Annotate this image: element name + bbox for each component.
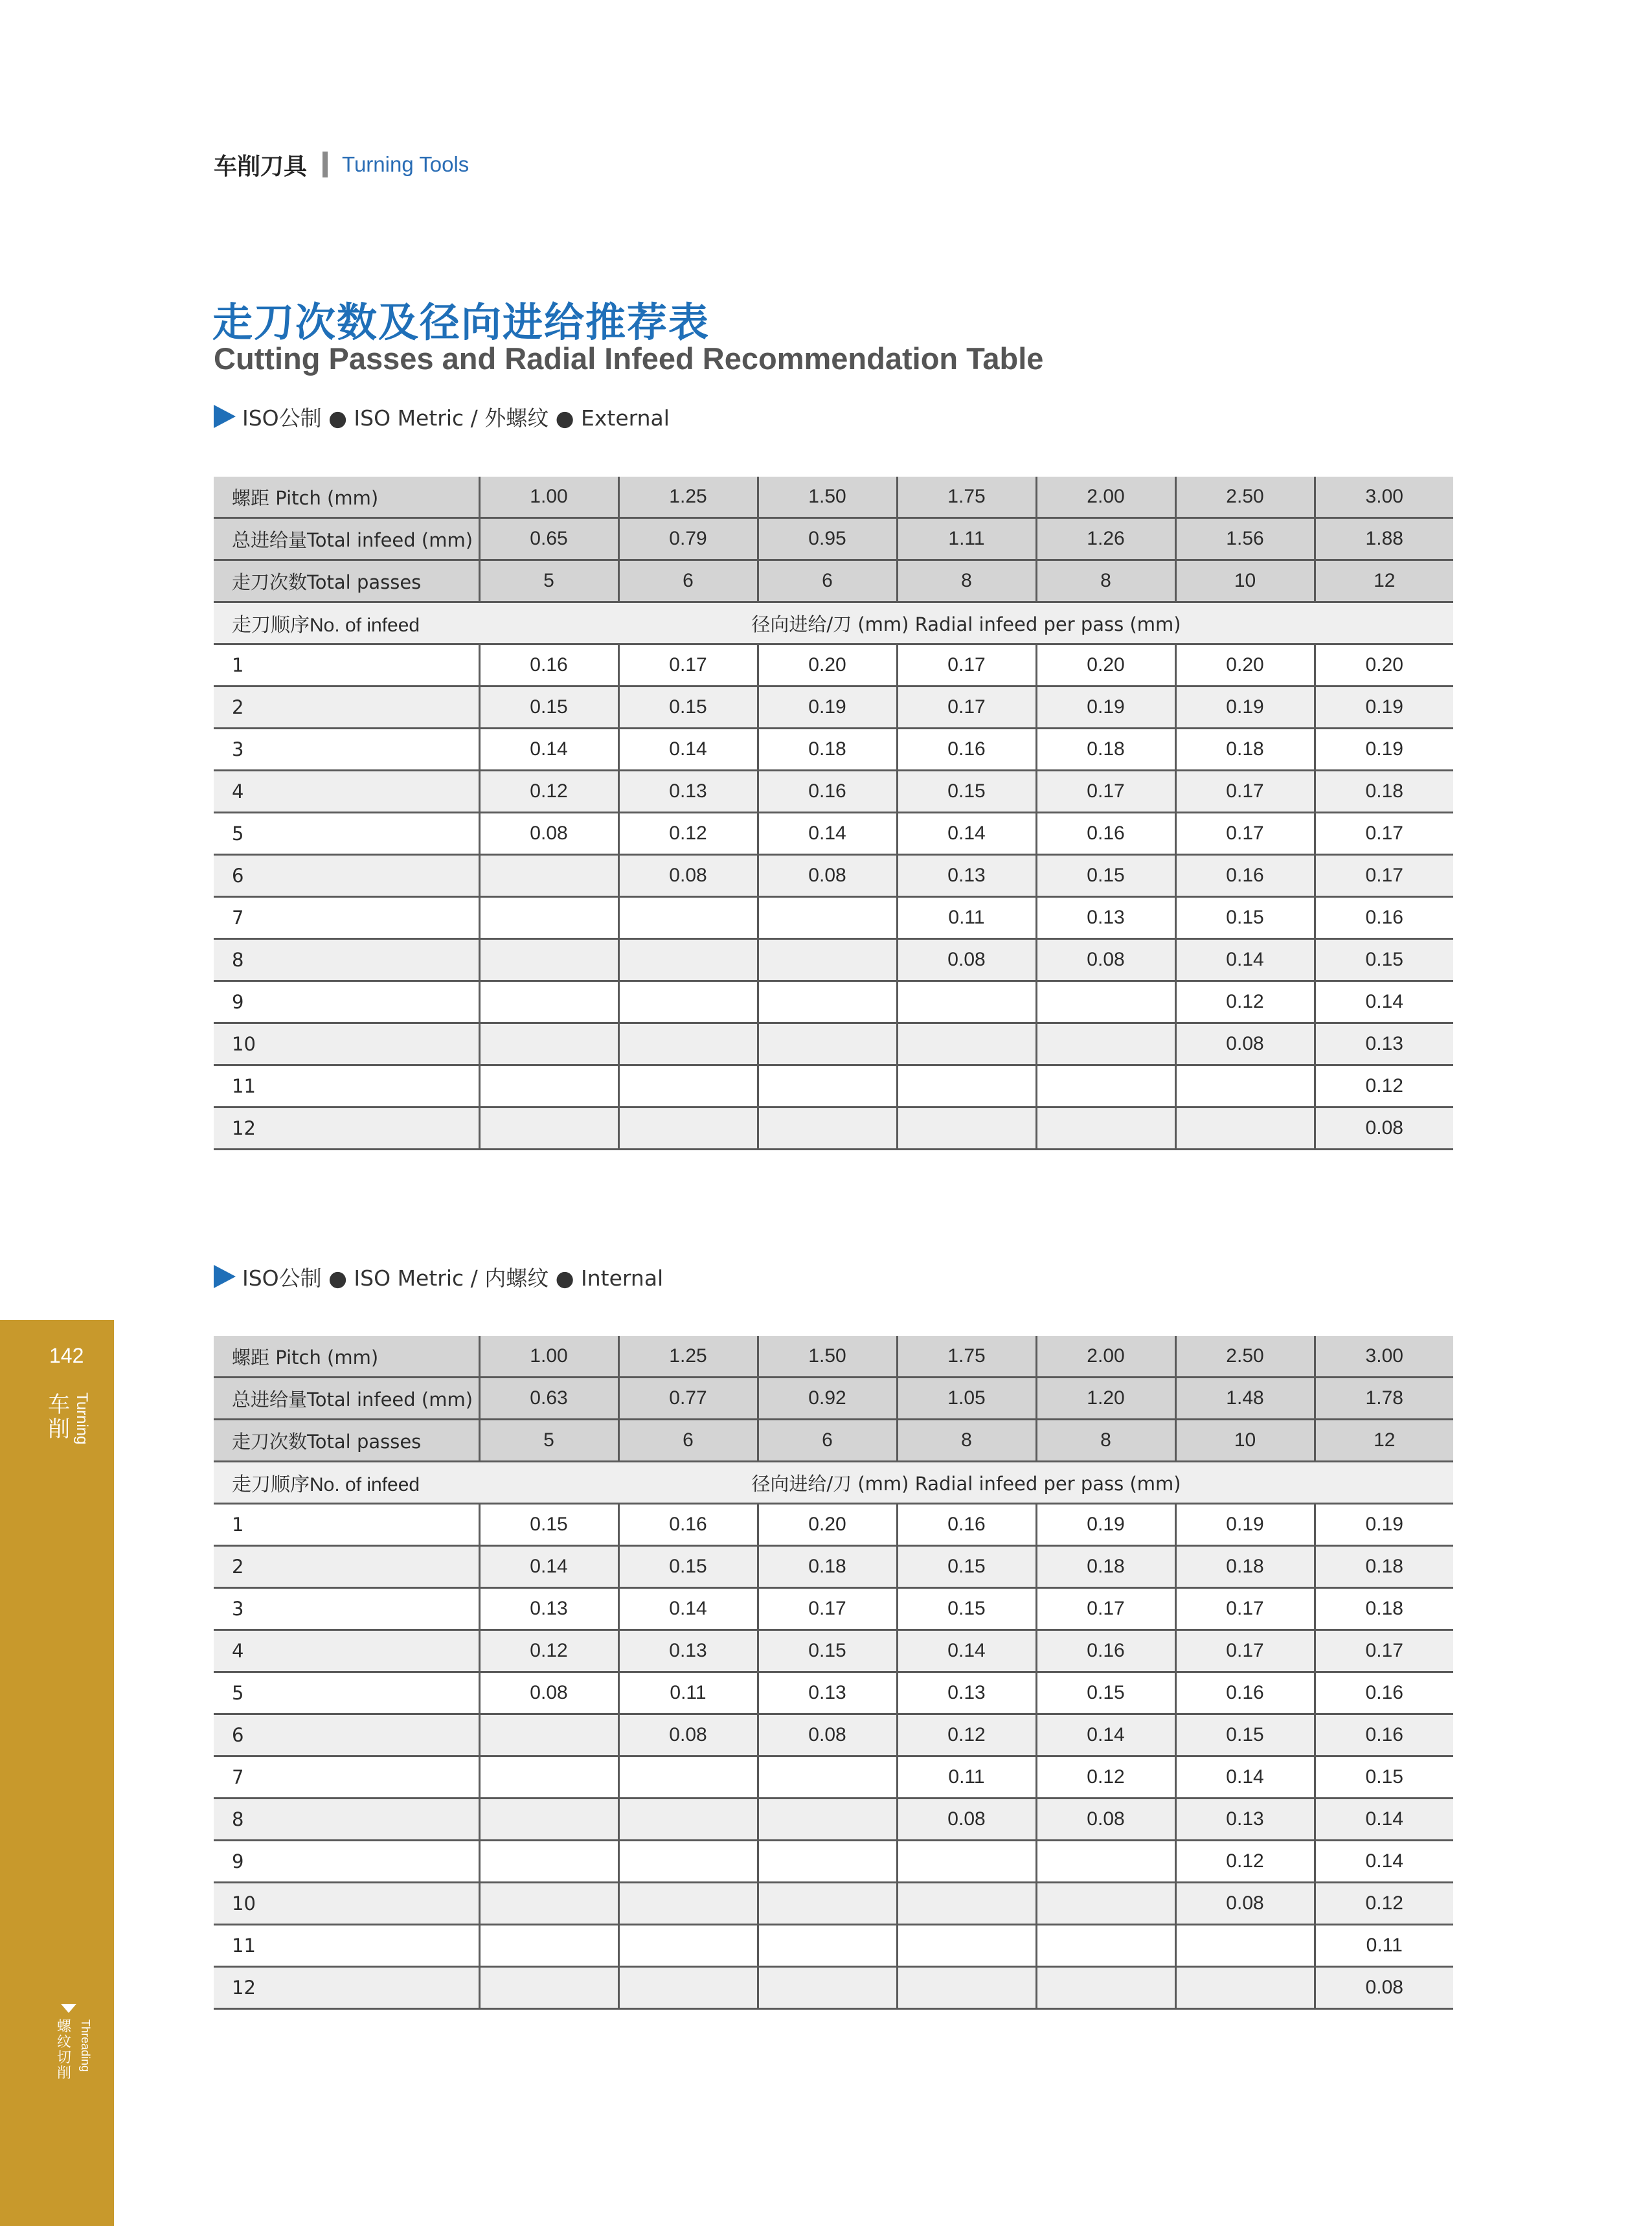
infeed-number: 11 bbox=[214, 1925, 479, 1967]
internal-infeed-table bbox=[214, 1336, 1453, 2010]
infeed-number: 3 bbox=[214, 729, 479, 771]
infeed-cell: 0.15 bbox=[618, 1546, 758, 1588]
infeed-cell: 0.13 bbox=[897, 855, 1036, 897]
infeed-cell: 0.14 bbox=[897, 1630, 1036, 1672]
infeed-cell: 0.16 bbox=[1036, 813, 1175, 855]
infeed-cell: 0.08 bbox=[758, 1714, 897, 1756]
infeed-cell: 0.15 bbox=[1175, 897, 1315, 939]
infeed-cell bbox=[758, 1023, 897, 1065]
infeed-cell: 0.17 bbox=[1175, 813, 1315, 855]
sidebar-en-label: Turning bbox=[73, 1392, 91, 1445]
total-infeed-cell: 0.63 bbox=[479, 1378, 618, 1420]
table-row bbox=[214, 1756, 1453, 1799]
infeed-cell: 0.16 bbox=[758, 771, 897, 813]
infeed-cell: 0.16 bbox=[1175, 855, 1315, 897]
infeed-cell bbox=[479, 897, 618, 939]
infeed-cell: 0.12 bbox=[897, 1714, 1036, 1756]
pitch-cell: 3.00 bbox=[1315, 477, 1453, 518]
infeed-cell: 0.20 bbox=[758, 1504, 897, 1546]
infeed-cell: 0.08 bbox=[618, 1714, 758, 1756]
table-row bbox=[214, 771, 1453, 813]
table-row bbox=[214, 939, 1453, 981]
infeed-cell bbox=[479, 1714, 618, 1756]
infeed-cell bbox=[479, 1925, 618, 1967]
infeed-cell bbox=[1036, 1023, 1175, 1065]
infeed-cell: 0.14 bbox=[618, 1588, 758, 1630]
infeed-cell bbox=[897, 1883, 1036, 1925]
infeed-cell: 0.18 bbox=[1315, 1546, 1453, 1588]
header-en: Turning Tools bbox=[342, 152, 470, 176]
infeed-cell: 0.12 bbox=[479, 771, 618, 813]
infeed-cell: 0.15 bbox=[758, 1630, 897, 1672]
infeed-cell bbox=[897, 1107, 1036, 1150]
infeed-cell: 0.14 bbox=[479, 1546, 618, 1588]
infeed-cell bbox=[758, 1925, 897, 1967]
infeed-cell bbox=[897, 981, 1036, 1023]
infeed-cell: 0.19 bbox=[1315, 1504, 1453, 1546]
infeed-cell: 0.18 bbox=[1315, 771, 1453, 813]
infeed-number: 12 bbox=[214, 1967, 479, 2009]
infeed-cell: 0.16 bbox=[479, 644, 618, 687]
pitch-cell: 2.50 bbox=[1175, 1336, 1315, 1378]
infeed-cell bbox=[758, 1967, 897, 2009]
infeed-cell: 0.11 bbox=[897, 1756, 1036, 1799]
infeed-number: 1 bbox=[214, 1504, 479, 1546]
page-title-cn: 走刀次数及径向进给推荐表 bbox=[212, 299, 710, 346]
infeed-cell bbox=[1036, 1883, 1175, 1925]
section-external bbox=[214, 400, 670, 433]
infeed-cell bbox=[758, 1065, 897, 1107]
infeed-number: 6 bbox=[214, 1714, 479, 1756]
infeed-cell: 0.11 bbox=[618, 1672, 758, 1714]
infeed-cell: 0.20 bbox=[758, 644, 897, 687]
total-infeed-cell: 1.20 bbox=[1036, 1378, 1175, 1420]
total-passes-cell: 12 bbox=[1315, 1420, 1453, 1462]
infeed-cell: 0.12 bbox=[1175, 981, 1315, 1023]
infeed-cell bbox=[758, 939, 897, 981]
infeed-cell: 0.17 bbox=[897, 687, 1036, 729]
infeed-number: 8 bbox=[214, 939, 479, 981]
pitch-cell: 1.25 bbox=[618, 1336, 758, 1378]
infeed-cell: 0.08 bbox=[1315, 1107, 1453, 1150]
infeed-cell: 0.14 bbox=[897, 813, 1036, 855]
infeed-cell: 0.08 bbox=[1315, 1967, 1453, 2009]
infeed-cell: 0.17 bbox=[1175, 771, 1315, 813]
infeed-cell: 0.16 bbox=[618, 1504, 758, 1546]
pitch-cell: 2.00 bbox=[1036, 477, 1175, 518]
infeed-cell: 0.15 bbox=[618, 687, 758, 729]
total-passes-label: 走刀次数Total passes bbox=[214, 1420, 479, 1462]
infeed-number: 7 bbox=[214, 1756, 479, 1799]
infeed-cell bbox=[618, 1925, 758, 1967]
infeed-cell bbox=[897, 1925, 1036, 1967]
pitch-label: 螺距 Pitch (mm) bbox=[214, 477, 479, 518]
total-passes-cell: 8 bbox=[897, 560, 1036, 602]
infeed-cell: 0.19 bbox=[758, 687, 897, 729]
pitch-cell: 3.00 bbox=[1315, 1336, 1453, 1378]
total-infeed-cell: 1.26 bbox=[1036, 518, 1175, 560]
infeed-cell bbox=[758, 1799, 897, 1841]
pitch-cell: 1.25 bbox=[618, 477, 758, 518]
infeed-number: 2 bbox=[214, 1546, 479, 1588]
total-passes-cell: 5 bbox=[479, 560, 618, 602]
sidebar-band bbox=[0, 1320, 114, 2226]
total-passes-cell: 10 bbox=[1175, 1420, 1315, 1462]
infeed-cell bbox=[479, 981, 618, 1023]
infeed-cell: 0.19 bbox=[1036, 1504, 1175, 1546]
total-infeed-cell: 1.88 bbox=[1315, 518, 1453, 560]
infeed-cell: 0.14 bbox=[1315, 981, 1453, 1023]
infeed-cell bbox=[618, 1023, 758, 1065]
infeed-cell bbox=[618, 1107, 758, 1150]
infeed-cell: 0.08 bbox=[618, 855, 758, 897]
total-infeed-label: 总进给量Total infeed (mm) bbox=[214, 1378, 479, 1420]
page-header bbox=[214, 146, 469, 183]
infeed-cell: 0.15 bbox=[479, 1504, 618, 1546]
infeed-cell: 0.15 bbox=[1175, 1714, 1315, 1756]
pitch-row bbox=[214, 1336, 1453, 1378]
infeed-header-row bbox=[214, 602, 1453, 644]
infeed-cell: 0.17 bbox=[1175, 1588, 1315, 1630]
infeed-cell: 0.18 bbox=[758, 729, 897, 771]
infeed-cell: 0.16 bbox=[1175, 1672, 1315, 1714]
pitch-row bbox=[214, 477, 1453, 518]
total-infeed-cell: 1.48 bbox=[1175, 1378, 1315, 1420]
infeed-cell: 0.19 bbox=[1315, 687, 1453, 729]
infeed-number: 10 bbox=[214, 1023, 479, 1065]
infeed-cell bbox=[758, 1107, 897, 1150]
infeed-cell: 0.15 bbox=[1315, 1756, 1453, 1799]
total-infeed-cell: 1.11 bbox=[897, 518, 1036, 560]
sidebar-thread-en: Threading bbox=[79, 2019, 92, 2073]
header-cn: 车削刀具 bbox=[214, 153, 308, 180]
infeed-cell bbox=[479, 1883, 618, 1925]
infeed-cell: 0.12 bbox=[618, 813, 758, 855]
infeed-cell: 0.14 bbox=[758, 813, 897, 855]
infeed-cell: 0.14 bbox=[1036, 1714, 1175, 1756]
sidebar-thread-cn: 螺纹切削 bbox=[57, 2019, 72, 2082]
internal-infeed-rows bbox=[214, 1504, 1453, 2009]
table-row bbox=[214, 1714, 1453, 1756]
table-row bbox=[214, 1967, 1453, 2009]
infeed-cell: 0.18 bbox=[1036, 1546, 1175, 1588]
infeed-cell: 0.16 bbox=[1315, 897, 1453, 939]
infeed-cell bbox=[1036, 1107, 1175, 1150]
infeed-cell: 0.08 bbox=[897, 1799, 1036, 1841]
infeed-cell bbox=[897, 1065, 1036, 1107]
table-row bbox=[214, 1799, 1453, 1841]
infeed-cell: 0.14 bbox=[1175, 939, 1315, 981]
external-infeed-table bbox=[214, 477, 1453, 1150]
infeed-cell: 0.08 bbox=[897, 939, 1036, 981]
infeed-cell: 0.11 bbox=[1315, 1925, 1453, 1967]
total-passes-cell: 6 bbox=[618, 560, 758, 602]
total-passes-cell: 8 bbox=[1036, 1420, 1175, 1462]
pitch-cell: 1.50 bbox=[758, 1336, 897, 1378]
section-external-label: ISO公制 ● ISO Metric / 外螺纹 ● External bbox=[242, 405, 670, 431]
infeed-cell bbox=[758, 1883, 897, 1925]
total-infeed-row bbox=[214, 1378, 1453, 1420]
infeed-cell bbox=[479, 1799, 618, 1841]
infeed-cell bbox=[618, 981, 758, 1023]
infeed-number: 1 bbox=[214, 644, 479, 687]
infeed-cell: 0.16 bbox=[897, 729, 1036, 771]
infeed-cell: 0.17 bbox=[1036, 1588, 1175, 1630]
infeed-cell bbox=[1175, 1107, 1315, 1150]
total-passes-cell: 8 bbox=[897, 1420, 1036, 1462]
infeed-cell: 0.16 bbox=[1036, 1630, 1175, 1672]
infeed-cell: 0.13 bbox=[618, 771, 758, 813]
infeed-cell bbox=[1036, 1925, 1175, 1967]
infeed-cell: 0.17 bbox=[618, 644, 758, 687]
infeed-cell bbox=[479, 1065, 618, 1107]
total-infeed-cell: 0.65 bbox=[479, 518, 618, 560]
pitch-cell: 2.00 bbox=[1036, 1336, 1175, 1378]
infeed-cell bbox=[479, 1023, 618, 1065]
infeed-number: 9 bbox=[214, 1841, 479, 1883]
pitch-label: 螺距 Pitch (mm) bbox=[214, 1336, 479, 1378]
infeed-cell: 0.15 bbox=[897, 1588, 1036, 1630]
infeed-cell: 0.13 bbox=[1175, 1799, 1315, 1841]
table-row bbox=[214, 1883, 1453, 1925]
infeed-cell bbox=[479, 1107, 618, 1150]
total-infeed-cell: 0.92 bbox=[758, 1378, 897, 1420]
total-infeed-row bbox=[214, 518, 1453, 560]
radial-infeed-label: 径向进给/刀 (mm) Radial infeed per pass (mm) bbox=[479, 602, 1453, 644]
infeed-cell bbox=[1175, 1967, 1315, 2009]
triangle-bullet-icon bbox=[214, 1265, 236, 1288]
total-passes-cell: 8 bbox=[1036, 560, 1175, 602]
infeed-cell bbox=[1036, 981, 1175, 1023]
infeed-cell bbox=[479, 1841, 618, 1883]
infeed-number: 10 bbox=[214, 1883, 479, 1925]
infeed-cell bbox=[1036, 1065, 1175, 1107]
header-divider bbox=[322, 152, 328, 177]
infeed-cell bbox=[618, 1799, 758, 1841]
infeed-cell: 0.08 bbox=[1036, 1799, 1175, 1841]
pitch-cell: 1.00 bbox=[479, 477, 618, 518]
pitch-cell: 1.75 bbox=[897, 477, 1036, 518]
infeed-cell: 0.20 bbox=[1175, 644, 1315, 687]
infeed-cell: 0.20 bbox=[1315, 644, 1453, 687]
total-passes-cell: 6 bbox=[758, 560, 897, 602]
infeed-cell bbox=[618, 939, 758, 981]
infeed-cell: 0.13 bbox=[1036, 897, 1175, 939]
infeed-cell bbox=[618, 1967, 758, 2009]
table-row bbox=[214, 1065, 1453, 1107]
infeed-cell bbox=[618, 1883, 758, 1925]
infeed-cell: 0.14 bbox=[1175, 1756, 1315, 1799]
infeed-number: 6 bbox=[214, 855, 479, 897]
table-row bbox=[214, 1841, 1453, 1883]
infeed-number: 4 bbox=[214, 1630, 479, 1672]
infeed-cell bbox=[479, 939, 618, 981]
infeed-cell: 0.08 bbox=[1175, 1023, 1315, 1065]
infeed-cell: 0.08 bbox=[758, 855, 897, 897]
infeed-cell: 0.19 bbox=[1175, 687, 1315, 729]
table-row bbox=[214, 687, 1453, 729]
infeed-cell bbox=[897, 1841, 1036, 1883]
pitch-cell: 1.75 bbox=[897, 1336, 1036, 1378]
infeed-cell: 0.08 bbox=[479, 1672, 618, 1714]
infeed-cell: 0.16 bbox=[1315, 1714, 1453, 1756]
table-row bbox=[214, 813, 1453, 855]
total-infeed-cell: 1.78 bbox=[1315, 1378, 1453, 1420]
infeed-cell: 0.16 bbox=[897, 1504, 1036, 1546]
pitch-cell: 2.50 bbox=[1175, 477, 1315, 518]
infeed-cell bbox=[479, 855, 618, 897]
infeed-cell: 0.12 bbox=[1175, 1841, 1315, 1883]
infeed-cell bbox=[897, 1967, 1036, 2009]
infeed-cell: 0.12 bbox=[479, 1630, 618, 1672]
infeed-cell: 0.17 bbox=[1315, 855, 1453, 897]
infeed-cell bbox=[618, 1756, 758, 1799]
infeed-cell: 0.17 bbox=[1175, 1630, 1315, 1672]
infeed-cell: 0.18 bbox=[1315, 1588, 1453, 1630]
total-infeed-cell: 0.79 bbox=[618, 518, 758, 560]
infeed-cell: 0.17 bbox=[758, 1588, 897, 1630]
infeed-cell: 0.12 bbox=[1315, 1883, 1453, 1925]
total-passes-label: 走刀次数Total passes bbox=[214, 560, 479, 602]
table-row bbox=[214, 981, 1453, 1023]
pitch-cell: 1.50 bbox=[758, 477, 897, 518]
total-passes-cell: 6 bbox=[758, 1420, 897, 1462]
infeed-number: 2 bbox=[214, 687, 479, 729]
infeed-header-row bbox=[214, 1462, 1453, 1504]
table-row bbox=[214, 1925, 1453, 1967]
total-passes-cell: 6 bbox=[618, 1420, 758, 1462]
infeed-cell: 0.18 bbox=[758, 1546, 897, 1588]
infeed-cell: 0.17 bbox=[897, 644, 1036, 687]
infeed-cell bbox=[479, 1756, 618, 1799]
infeed-cell: 0.17 bbox=[1036, 771, 1175, 813]
infeed-cell: 0.13 bbox=[1315, 1023, 1453, 1065]
section-internal-label: ISO公制 ● ISO Metric / 内螺纹 ● Internal bbox=[242, 1265, 664, 1291]
infeed-cell: 0.08 bbox=[1036, 939, 1175, 981]
infeed-cell: 0.19 bbox=[1036, 687, 1175, 729]
infeed-cell: 0.16 bbox=[1315, 1672, 1453, 1714]
infeed-cell: 0.11 bbox=[897, 897, 1036, 939]
no-of-infeed-label: 走刀顺序No. of infeed bbox=[214, 602, 479, 644]
external-infeed-rows bbox=[214, 644, 1453, 1150]
table-row bbox=[214, 1630, 1453, 1672]
infeed-cell bbox=[897, 1023, 1036, 1065]
infeed-cell: 0.19 bbox=[1315, 729, 1453, 771]
infeed-number: 3 bbox=[214, 1588, 479, 1630]
table-row bbox=[214, 1546, 1453, 1588]
table-row bbox=[214, 855, 1453, 897]
page-title-en: Cutting Passes and Radial Infeed Recommendation Table bbox=[214, 341, 1044, 376]
infeed-cell bbox=[618, 1841, 758, 1883]
infeed-number: 5 bbox=[214, 1672, 479, 1714]
infeed-number: 9 bbox=[214, 981, 479, 1023]
infeed-cell: 0.15 bbox=[897, 1546, 1036, 1588]
table-row bbox=[214, 1023, 1453, 1065]
page-number: 142 bbox=[49, 1344, 84, 1367]
infeed-cell bbox=[618, 1065, 758, 1107]
pitch-cell: 1.00 bbox=[479, 1336, 618, 1378]
infeed-cell: 0.08 bbox=[1175, 1883, 1315, 1925]
infeed-cell: 0.15 bbox=[1036, 1672, 1175, 1714]
total-infeed-cell: 0.95 bbox=[758, 518, 897, 560]
infeed-cell: 0.20 bbox=[1036, 644, 1175, 687]
infeed-cell: 0.19 bbox=[1175, 1504, 1315, 1546]
infeed-number: 12 bbox=[214, 1107, 479, 1150]
infeed-number: 4 bbox=[214, 771, 479, 813]
infeed-cell bbox=[1036, 1967, 1175, 2009]
infeed-cell: 0.12 bbox=[1315, 1065, 1453, 1107]
total-passes-cell: 12 bbox=[1315, 560, 1453, 602]
infeed-cell: 0.14 bbox=[479, 729, 618, 771]
total-passes-cell: 5 bbox=[479, 1420, 618, 1462]
table-row bbox=[214, 1672, 1453, 1714]
total-passes-row bbox=[214, 560, 1453, 602]
infeed-cell: 0.18 bbox=[1036, 729, 1175, 771]
infeed-cell bbox=[618, 897, 758, 939]
infeed-number: 8 bbox=[214, 1799, 479, 1841]
infeed-cell bbox=[479, 1967, 618, 2009]
infeed-cell bbox=[1175, 1065, 1315, 1107]
infeed-cell: 0.18 bbox=[1175, 1546, 1315, 1588]
infeed-cell: 0.08 bbox=[479, 813, 618, 855]
total-infeed-cell: 0.77 bbox=[618, 1378, 758, 1420]
infeed-cell: 0.13 bbox=[758, 1672, 897, 1714]
infeed-number: 7 bbox=[214, 897, 479, 939]
infeed-cell: 0.14 bbox=[618, 729, 758, 771]
infeed-number: 11 bbox=[214, 1065, 479, 1107]
infeed-cell: 0.14 bbox=[1315, 1841, 1453, 1883]
table-row bbox=[214, 1504, 1453, 1546]
radial-infeed-label: 径向进给/刀 (mm) Radial infeed per pass (mm) bbox=[479, 1462, 1453, 1504]
infeed-cell: 0.13 bbox=[618, 1630, 758, 1672]
sidebar-cn-label: 车削 bbox=[48, 1392, 70, 1442]
infeed-cell: 0.17 bbox=[1315, 813, 1453, 855]
infeed-cell: 0.15 bbox=[1036, 855, 1175, 897]
section-internal bbox=[214, 1260, 663, 1293]
triangle-bullet-icon bbox=[214, 405, 236, 428]
infeed-cell bbox=[758, 1841, 897, 1883]
infeed-cell: 0.15 bbox=[1315, 939, 1453, 981]
infeed-cell: 0.13 bbox=[479, 1588, 618, 1630]
table-row bbox=[214, 897, 1453, 939]
infeed-cell bbox=[758, 981, 897, 1023]
infeed-cell: 0.18 bbox=[1175, 729, 1315, 771]
infeed-cell: 0.15 bbox=[897, 771, 1036, 813]
infeed-cell: 0.15 bbox=[479, 687, 618, 729]
table-row bbox=[214, 644, 1453, 687]
infeed-cell: 0.17 bbox=[1315, 1630, 1453, 1672]
infeed-number: 5 bbox=[214, 813, 479, 855]
total-passes-row bbox=[214, 1420, 1453, 1462]
total-passes-cell: 10 bbox=[1175, 560, 1315, 602]
infeed-cell bbox=[1036, 1841, 1175, 1883]
infeed-cell: 0.12 bbox=[1036, 1756, 1175, 1799]
no-of-infeed-label: 走刀顺序No. of infeed bbox=[214, 1462, 479, 1504]
down-arrow-icon bbox=[61, 2004, 76, 2013]
infeed-cell: 0.14 bbox=[1315, 1799, 1453, 1841]
infeed-cell bbox=[758, 897, 897, 939]
table-row bbox=[214, 1107, 1453, 1150]
infeed-cell bbox=[758, 1756, 897, 1799]
total-infeed-cell: 1.56 bbox=[1175, 518, 1315, 560]
total-infeed-label: 总进给量Total infeed (mm) bbox=[214, 518, 479, 560]
table-row bbox=[214, 1588, 1453, 1630]
infeed-cell bbox=[1175, 1925, 1315, 1967]
total-infeed-cell: 1.05 bbox=[897, 1378, 1036, 1420]
table-row bbox=[214, 729, 1453, 771]
infeed-cell: 0.13 bbox=[897, 1672, 1036, 1714]
